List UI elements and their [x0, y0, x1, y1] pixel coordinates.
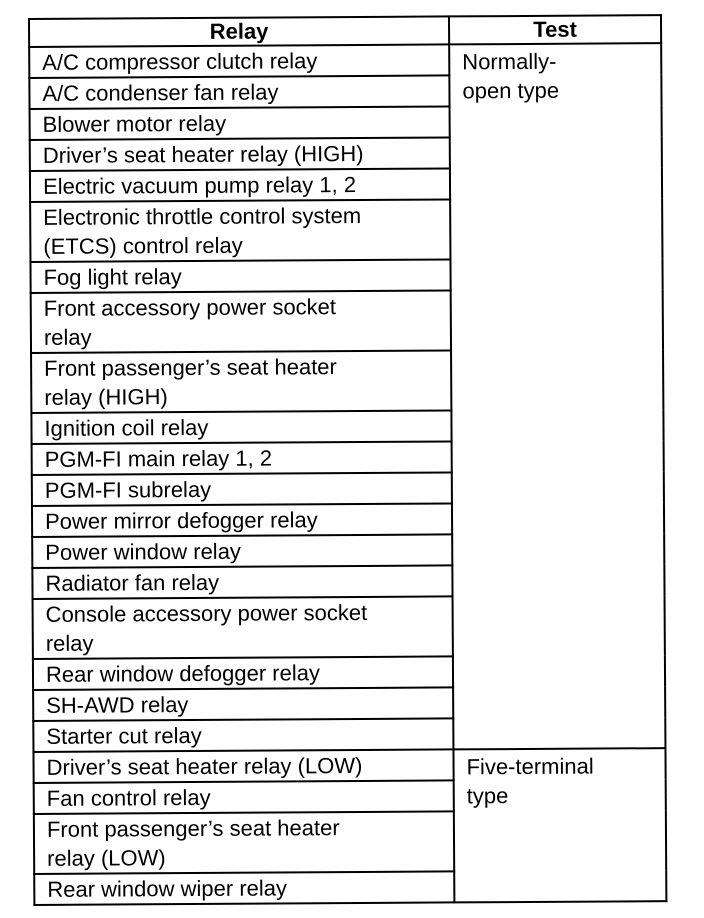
relay-name-line: Rear window defogger relay [45, 660, 321, 687]
test-type-line: Normally- [462, 48, 557, 75]
test-type-cell [453, 748, 666, 902]
relay-name-cell [31, 350, 451, 413]
relay-name-line: Power mirror defogger relay [44, 507, 318, 534]
relay-name-cell [30, 259, 450, 293]
table-body [29, 43, 666, 905]
relay-name-cell [30, 168, 450, 202]
relay-name-cell [31, 410, 451, 444]
relay-name-cell [31, 290, 451, 353]
relay-name-line: relay [45, 630, 94, 656]
test-type-line: type [466, 783, 509, 809]
relay-name-line: Front accessory power socket [43, 294, 337, 321]
relay-name-line: PGM-FI main relay 1, 2 [44, 445, 273, 472]
relay-name-cell [34, 811, 454, 874]
test-column-header: Test [449, 15, 661, 44]
relay-name-cell [30, 199, 450, 262]
test-type-line: Five-terminal [466, 753, 594, 780]
relay-name-cell [32, 503, 452, 537]
relay-name-line: Driver’s seat heater relay (HIGH) [42, 140, 364, 168]
relay-name-cell [29, 44, 449, 78]
relay-name-cell [32, 565, 452, 599]
relay-name-line: Ignition coil relay [44, 414, 209, 441]
relay-name-line: Fan control relay [46, 784, 211, 811]
relay-name-line: Driver’s seat heater relay (LOW) [46, 752, 363, 780]
relay-name-line: Rear window wiper relay [47, 875, 288, 902]
relay-name-cell [33, 656, 453, 690]
relay-test-table [28, 14, 667, 906]
relay-name-line: A/C condenser fan relay [42, 79, 279, 106]
relay-name-cell [30, 137, 450, 171]
relay-name-line: relay [43, 324, 92, 350]
relay-name-cell [29, 75, 449, 109]
relay-name-cell [34, 871, 454, 905]
relay-name-line: Front passenger’s seat heater [46, 815, 340, 842]
relay-name-line: Fog light relay [43, 264, 182, 290]
test-type-line: open type [462, 77, 560, 104]
relay-name-line: Blower motor relay [42, 110, 227, 137]
relay-name-line: relay (HIGH) [44, 384, 168, 410]
relay-name-cell [32, 441, 452, 475]
relay-name-line: A/C compressor clutch relay [42, 48, 318, 75]
relay-name-line: relay (LOW) [47, 845, 166, 871]
test-type-cell [449, 43, 665, 749]
relay-name-line: Electric vacuum pump relay 1, 2 [42, 172, 357, 199]
relay-name-cell [32, 472, 452, 506]
relay-name-line: Starter cut relay [46, 722, 202, 749]
relay-name-cell [33, 596, 453, 659]
relay-name-cell [33, 687, 453, 721]
relay-column-header: Relay [29, 16, 449, 47]
relay-name-line: PGM-FI subrelay [44, 476, 212, 503]
relay-name-line: Console accessory power socket [45, 599, 368, 627]
table-row [29, 43, 661, 78]
relay-name-line: SH-AWD relay [46, 692, 189, 718]
relay-name-cell [32, 534, 452, 568]
relay-name-line: Radiator fan relay [45, 569, 220, 596]
relay-name-line: (ETCS) control relay [43, 232, 243, 259]
table-row [33, 748, 665, 783]
relay-name-line: Electronic throttle control system [43, 202, 362, 230]
relay-name-line: Front passenger’s seat heater [44, 354, 337, 381]
relay-name-cell [33, 718, 453, 752]
relay-name-cell [33, 749, 453, 783]
relay-name-cell [30, 106, 450, 140]
header-row [29, 15, 661, 47]
relay-name-cell [34, 780, 454, 814]
relay-name-line: Power window relay [45, 538, 241, 565]
